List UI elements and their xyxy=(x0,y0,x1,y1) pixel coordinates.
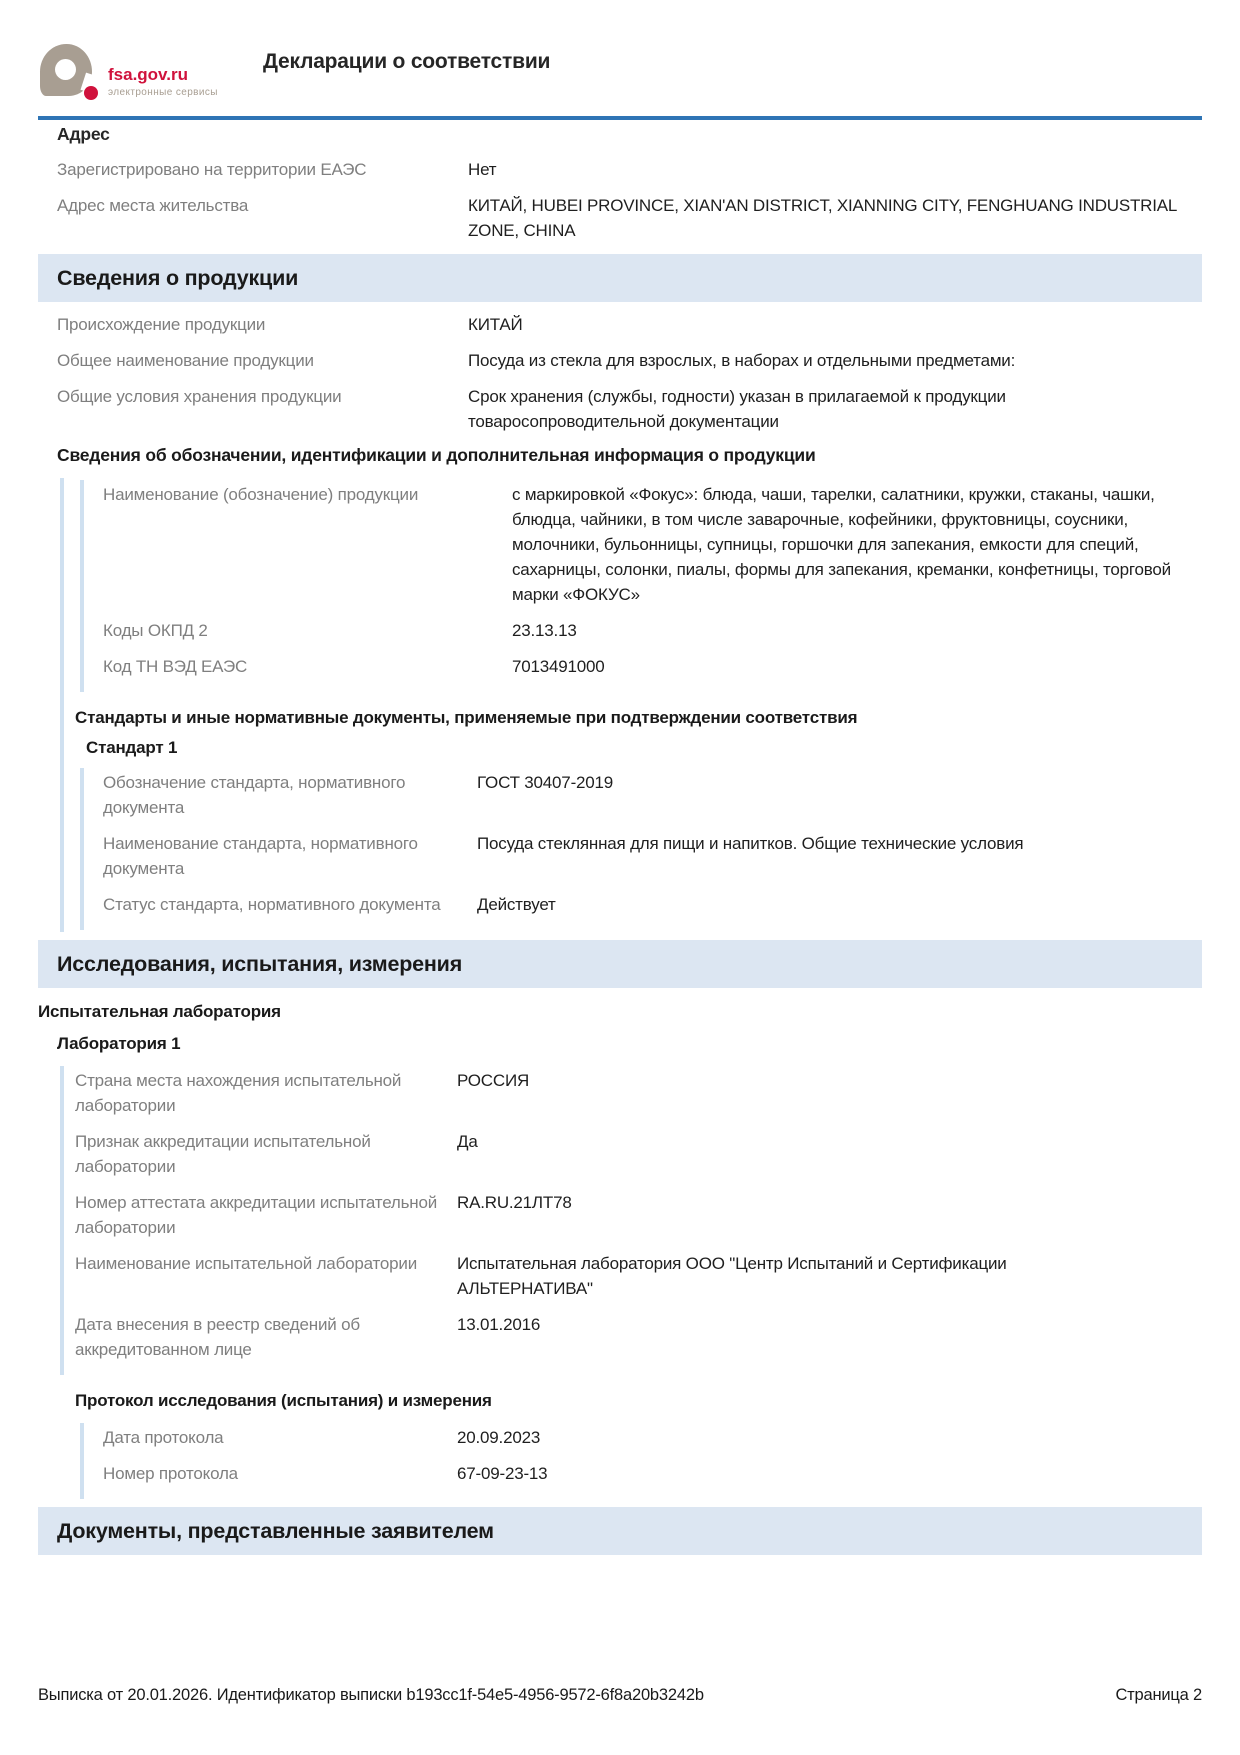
section-product xyxy=(38,312,1202,932)
protocol-heading: Протокол исследования (испытания) и измерения xyxy=(75,1391,492,1410)
extract-info-text: Выписка от 20.01.2026. Идентификатор выписки b193cc1f-54e5-4956-9572-6f8a20b3242b xyxy=(38,1686,704,1704)
field-value: 7013491000 xyxy=(512,657,605,676)
section-documents-title: Документы, представленные заявителем xyxy=(57,1518,494,1543)
field-row-standard-designation xyxy=(84,770,1202,820)
section-documents-header xyxy=(38,1507,1202,1555)
field-label: Зарегистрировано на территории ЕАЭС xyxy=(57,160,367,179)
field-value: КИТАЙ xyxy=(468,315,523,334)
page-number: Страница 2 xyxy=(1115,1686,1202,1704)
field-label: Дата внесения в реестр сведений об аккредитованном лице xyxy=(75,1315,360,1359)
field-value: ГОСТ 30407-2019 xyxy=(477,773,614,792)
field-row-standard-name xyxy=(84,831,1202,881)
field-value: КИТАЙ, HUBEI PROVINCE, XIAN'AN DISTRICT, XIANNING CITY, FENGHUANG INDUSTRIAL ZONE, CHINA xyxy=(468,196,1177,240)
field-value: 20.09.2023 xyxy=(457,1428,541,1447)
identification-heading: Сведения об обозначении, идентификации и дополнительная информация о продукции xyxy=(57,445,816,465)
field-label: Общее наименование продукции xyxy=(57,351,314,370)
field-value: Посуда из стекла для взрослых, в наборах и отдельными предметами: xyxy=(468,351,1016,370)
field-value: РОССИЯ xyxy=(457,1071,530,1090)
fsa-emblem-icon xyxy=(38,42,100,102)
field-row-product-common-name xyxy=(38,348,1202,373)
field-label: Коды ОКПД 2 xyxy=(103,621,208,640)
address-heading: Адрес xyxy=(57,124,110,144)
field-row-protocol-date xyxy=(84,1425,1202,1450)
field-label: Происхождение продукции xyxy=(57,315,266,334)
field-row-tnved-code xyxy=(84,654,1202,679)
field-row-product-origin xyxy=(38,312,1202,337)
field-row-lab-name xyxy=(64,1251,1202,1301)
header-divider xyxy=(38,116,1202,120)
field-label: Наименование (обозначение) продукции xyxy=(103,485,419,504)
field-row-standard-status xyxy=(84,892,1202,917)
field-label: Код ТН ВЭД ЕАЭС xyxy=(103,657,248,676)
field-value: Нет xyxy=(468,160,497,179)
field-value: Испытательная лаборатория ООО "Центр Испытаний и Сертификации АЛЬТЕРНАТИВА" xyxy=(457,1254,1007,1298)
field-value: RA.RU.21ЛТ78 xyxy=(457,1193,572,1212)
standards-heading: Стандарты и иные нормативные документы, применяемые при подтверждении соответствия xyxy=(75,708,858,727)
section-research-title: Исследования, испытания, измерения xyxy=(57,951,463,976)
page-header xyxy=(38,42,1202,106)
field-label: Наименование испытательной лаборатории xyxy=(75,1254,417,1273)
field-value: 67-09-23-13 xyxy=(457,1464,548,1483)
field-label: Статус стандарта, нормативного документа xyxy=(103,895,441,914)
field-label: Номер аттестата аккредитации испытательной лаборатории xyxy=(75,1193,437,1237)
field-label: Общие условия хранения продукции xyxy=(57,387,342,406)
field-value: с маркировкой «Фокус»: блюда, чаши, тарелки, салатники, кружки, стаканы, чашки, блюдца, чайники, в том числе заварочные, кофейники, фруктовницы, соусники, молочники, бульонницы, супницы, горшочки для запекания, емкости для специй, сахарницы, солонки, пиалы, формы для запекания, креманки, конфетницы, торговой марки «ФОКУС» xyxy=(512,485,1171,604)
field-value: Срок хранения (службы, годности) указан в прилагаемой к продукции товаросопроводительной документации xyxy=(468,387,1006,431)
testing-lab-heading: Испытательная лаборатория xyxy=(38,1002,281,1021)
field-row-product-designation xyxy=(84,482,1202,607)
field-value: Посуда стеклянная для пищи и напитков. Общие технические условия xyxy=(477,834,1024,853)
field-label: Обозначение стандарта, нормативного документа xyxy=(103,773,406,817)
field-row-storage-conditions xyxy=(38,384,1202,434)
standard-1-heading: Стандарт 1 xyxy=(86,738,178,757)
field-row-registered-eaeu xyxy=(38,157,1202,182)
section-address xyxy=(38,124,1202,243)
logo-brand-text: fsa.gov.ru xyxy=(108,65,188,84)
logo-text-block xyxy=(108,65,218,102)
protocol-block xyxy=(80,1423,1202,1499)
lab-1-heading: Лаборатория 1 xyxy=(57,1034,181,1053)
field-label: Дата протокола xyxy=(103,1428,224,1447)
identification-fields-block xyxy=(80,480,1202,692)
section-research xyxy=(38,1002,1202,1499)
standard-1-block xyxy=(80,768,1202,930)
fsa-red-dot-icon xyxy=(84,86,98,100)
page-footer xyxy=(38,1686,1202,1705)
logo-tagline-text: электронные сервисы xyxy=(108,87,218,98)
field-row-lab-registry-date xyxy=(64,1312,1202,1362)
field-row-protocol-number xyxy=(84,1461,1202,1486)
field-label: Номер протокола xyxy=(103,1464,238,1483)
identification-block xyxy=(60,478,1202,932)
field-label: Признак аккредитации испытательной лаборатории xyxy=(75,1132,371,1176)
field-label: Адрес места жительства xyxy=(57,196,249,215)
lab-1-block xyxy=(60,1066,1202,1375)
field-label: Страна места нахождения испытательной лаборатории xyxy=(75,1071,402,1115)
field-row-lab-attestate-number xyxy=(64,1190,1202,1240)
field-row-lab-country xyxy=(64,1068,1202,1118)
page-title: Декларации о соответствии xyxy=(263,50,551,73)
standard-status-value: Действует xyxy=(477,895,556,914)
field-value: 23.13.13 xyxy=(512,621,577,640)
field-value: Да xyxy=(457,1132,478,1151)
field-row-okpd2-codes xyxy=(84,618,1202,643)
section-product-title: Сведения о продукции xyxy=(57,265,299,290)
field-label: Наименование стандарта, нормативного документа xyxy=(103,834,418,878)
field-row-lab-accreditation-flag xyxy=(64,1129,1202,1179)
fsa-logo xyxy=(38,42,226,102)
field-row-residence-address xyxy=(38,193,1202,243)
field-value: 13.01.2016 xyxy=(457,1315,541,1334)
section-research-header xyxy=(38,940,1202,988)
section-product-header xyxy=(38,254,1202,302)
